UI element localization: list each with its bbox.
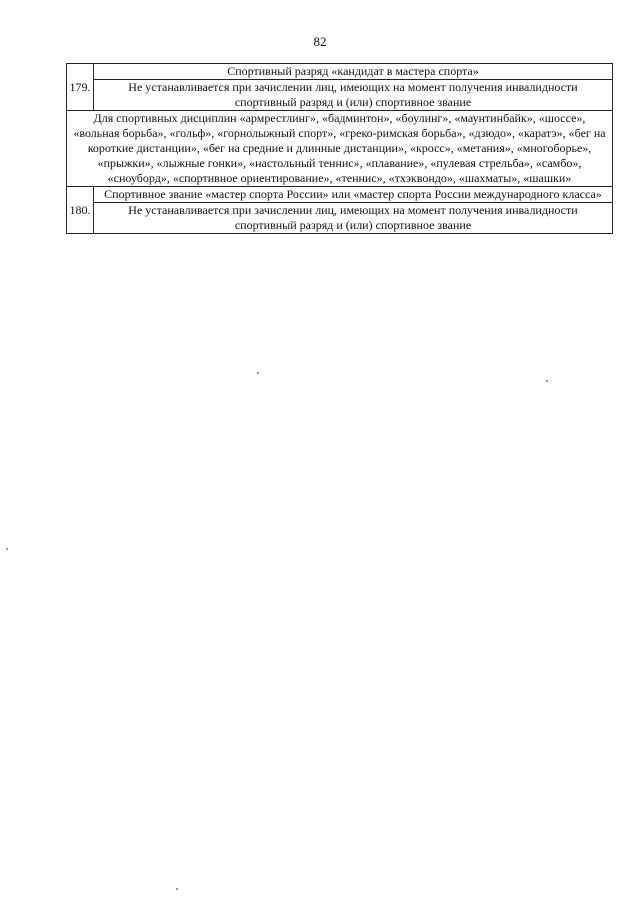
table-row xyxy=(67,64,613,80)
scan-speck xyxy=(176,888,178,890)
rank-condition: Не устанавливается при зачислении лиц, имеющих на момент получения инвалидности спортивный разряд и (или) спортивное звание xyxy=(94,203,613,234)
table-row xyxy=(67,111,613,187)
rank-title: Спортивный разряд «кандидат в мастера спорта» xyxy=(94,64,613,80)
rank-title: Спортивное звание «мастер спорта России» или «мастер спорта России международного класса» xyxy=(94,187,613,203)
row-number: 179. xyxy=(67,64,94,111)
table-row xyxy=(67,80,613,111)
scan-speck xyxy=(546,380,548,382)
disciplines-note: Для спортивных дисциплин «армрестлинг», «бадминтон», «боулинг», «маунтинбайк», «шоссе», «вольная борьба», «гольф», «горнолыжный спорт», «греко-римская борьба», «дзюдо», «каратэ», «бег на короткие дистанции», «бег на средние и длинные дистанции», «кросс», «метания», «многоборье», «прыжки», «лыжные гонки», «настольный теннис», «плавание», «пулевая стрельба», «самбо», «сноуборд», «спортивное ориентирование», «теннис», «тхэквондо», «шахматы», «шашки» xyxy=(67,111,613,187)
scan-speck xyxy=(257,372,259,374)
page-number: 82 xyxy=(313,34,327,49)
row-number: 180. xyxy=(67,187,94,234)
table-row xyxy=(67,187,613,203)
requirements-table xyxy=(66,63,613,234)
rank-condition: Не устанавливается при зачислении лиц, имеющих на момент получения инвалидности спортивный разряд и (или) спортивное звание xyxy=(94,80,613,111)
scan-speck xyxy=(6,548,8,550)
table-row xyxy=(67,203,613,234)
